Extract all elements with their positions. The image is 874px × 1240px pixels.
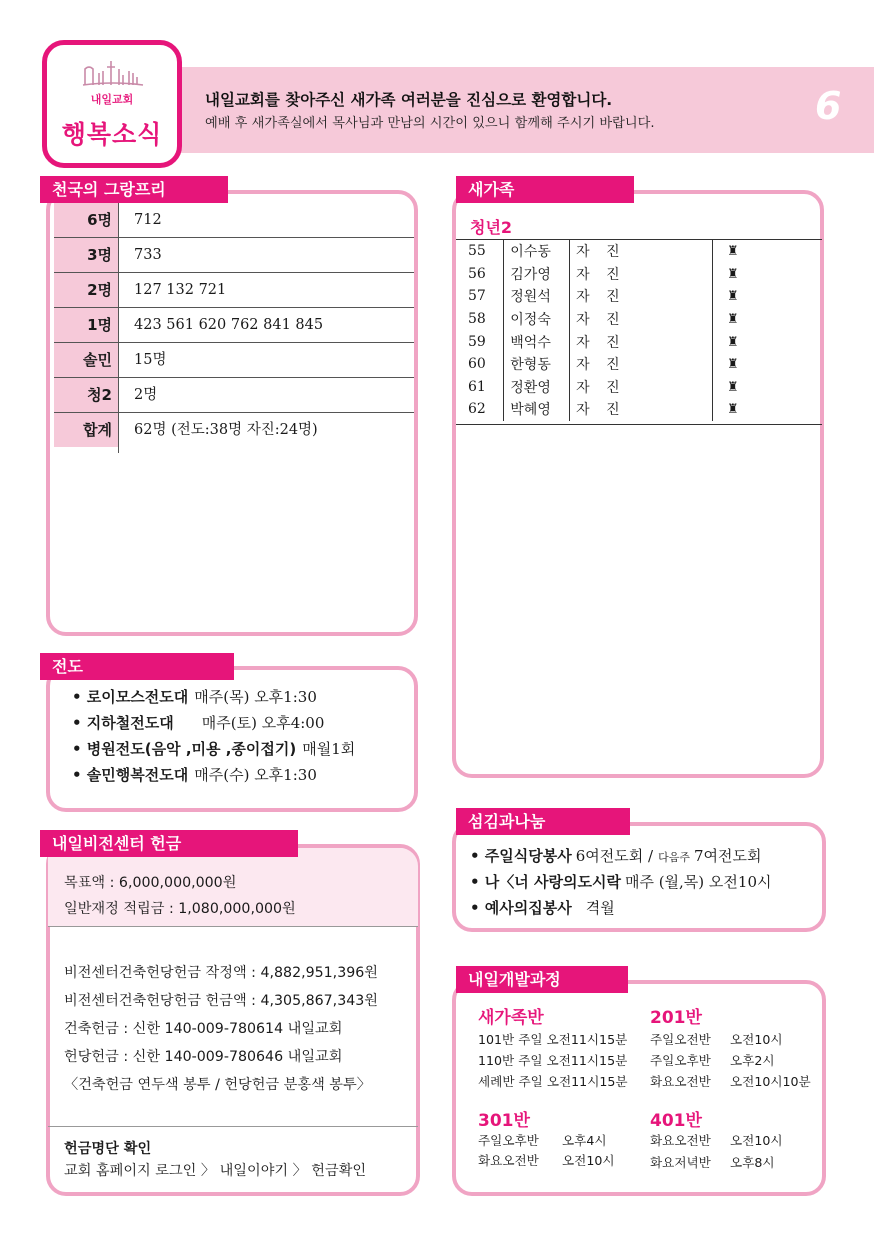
newcomer-mark-cell bbox=[713, 330, 823, 353]
grand-prix-count-label: 1명 bbox=[54, 308, 118, 342]
newcomer-name: 이정숙 bbox=[504, 308, 570, 331]
newcomer-type: 자 진 bbox=[570, 376, 713, 399]
divider bbox=[48, 1126, 418, 1127]
grand-prix-count-label: 청2 bbox=[54, 378, 118, 412]
evangelism-team-name: • 솔민행복전도대 bbox=[72, 766, 189, 784]
serving-detail: 6여전도회 / bbox=[575, 847, 654, 865]
grand-prix-values: 733 bbox=[134, 247, 162, 263]
serving-title: 섬김과나눔 bbox=[456, 808, 630, 835]
rook-icon: ♜ bbox=[727, 402, 739, 418]
newcomer-mark-cell bbox=[713, 263, 823, 286]
rook-icon: ♜ bbox=[727, 379, 739, 395]
page-number: 6 bbox=[815, 84, 842, 128]
newcomer-name: 정원석 bbox=[504, 285, 570, 308]
newcomer-name: 박혜영 bbox=[504, 398, 570, 421]
grand-prix-count-label: 2명 bbox=[54, 273, 118, 307]
newcomer-row bbox=[456, 240, 822, 263]
class-401-head: 401반 bbox=[650, 1111, 702, 1131]
evangelism-item bbox=[72, 686, 317, 707]
newcomer-name: 정환영 bbox=[504, 376, 570, 399]
evangelism-team-name: • 지하철전도대 bbox=[72, 714, 174, 732]
class-301-session: 주일오후반 bbox=[478, 1133, 539, 1148]
evangelism-title: 전도 bbox=[40, 653, 234, 680]
general-reserve: 일반재정 적립금 : 1,080,000,000원 bbox=[64, 901, 296, 917]
newcomer-mark-cell bbox=[713, 240, 823, 263]
grand-prix-row bbox=[54, 238, 414, 273]
vision-center-line: 헌당헌금 : 신한 140-009-780646 내일교회 bbox=[64, 1049, 343, 1065]
newcomer-number: 56 bbox=[468, 265, 486, 282]
newcomer-row bbox=[456, 376, 822, 399]
newcomer-number: 57 bbox=[468, 288, 486, 305]
class-301-time: 오전10시 bbox=[562, 1153, 615, 1168]
vision-center-title: 내일비전센터 헌금 bbox=[40, 830, 298, 857]
class-301-session: 화요오전반 bbox=[478, 1153, 539, 1168]
grand-prix-row bbox=[54, 203, 414, 238]
class-401-session: 화요저녁반 bbox=[650, 1155, 711, 1170]
grand-prix-count-label: 6명 bbox=[54, 203, 118, 237]
evangelism-team-name: • 로이모스전도대 bbox=[72, 688, 189, 706]
grand-prix-values: 423 561 620 762 841 845 bbox=[134, 317, 324, 333]
evangelism-team-name: • 병원전도(음악 ,미용 ,종이접기) bbox=[72, 740, 297, 758]
newfamily-line: 110반 주일 오전11시15분 bbox=[478, 1053, 628, 1068]
header-band bbox=[120, 67, 874, 153]
grand-prix-row bbox=[54, 308, 414, 343]
rook-icon: ♜ bbox=[727, 266, 739, 282]
newcomer-row bbox=[456, 398, 822, 421]
logo-title: 행복소식 bbox=[61, 120, 163, 149]
grand-prix-values: 62명 (전도:38명 자진:24명) bbox=[134, 422, 318, 438]
grand-prix-count-label: 3명 bbox=[54, 238, 118, 272]
rook-icon: ♜ bbox=[727, 244, 739, 260]
newcomer-name: 백억수 bbox=[504, 330, 570, 353]
church-logo bbox=[42, 40, 182, 168]
class-301-time: 오후4시 bbox=[562, 1133, 607, 1148]
newcomer-number: 58 bbox=[468, 311, 486, 328]
evangelism-schedule: 매주(토) 오후4:00 bbox=[201, 714, 325, 732]
evangelism-item bbox=[72, 712, 324, 733]
class-201-time: 오전10시 bbox=[730, 1032, 783, 1047]
class-201-session: 주일오후반 bbox=[650, 1053, 711, 1068]
offering-list-path: 교회 홈페이지 로그인 〉 내일이야기 〉 헌금확인 bbox=[64, 1163, 367, 1179]
grand-prix-row bbox=[54, 343, 414, 378]
newcomer-number: 60 bbox=[468, 356, 486, 373]
vision-center-line: 비전센터건축헌당헌금 헌금액 : 4,305,867,343원 bbox=[64, 993, 378, 1009]
newcomer-type: 자 진 bbox=[570, 353, 713, 376]
grand-prix-title: 천국의 그랑프리 bbox=[40, 176, 228, 203]
newcomer-number: 59 bbox=[468, 333, 486, 350]
grand-prix-values: 712 bbox=[134, 212, 162, 228]
evangelism-schedule: 매주(수) 오후1:30 bbox=[194, 766, 317, 784]
class-401-session: 화요오전반 bbox=[650, 1133, 711, 1148]
serving-note: 다음주 bbox=[658, 851, 690, 864]
grand-prix-row bbox=[54, 378, 414, 413]
evangelism-schedule: 매월1회 bbox=[302, 740, 356, 758]
serving-name: • 나〈너 사랑의도시락 bbox=[470, 873, 621, 891]
grand-prix-row bbox=[54, 413, 414, 447]
logo-church-name: 내일교회 bbox=[90, 93, 134, 106]
newcomers-title: 새가족 bbox=[456, 176, 634, 203]
class-201-time: 오후2시 bbox=[730, 1053, 775, 1068]
grand-prix-count-label: 합계 bbox=[54, 413, 118, 447]
newfamily-line: 101반 주일 오전11시15분 bbox=[478, 1032, 628, 1047]
rook-icon: ♜ bbox=[727, 312, 739, 328]
newcomer-row bbox=[456, 330, 822, 353]
newcomers-table bbox=[456, 240, 822, 421]
rook-icon: ♜ bbox=[727, 334, 739, 350]
newcomer-mark-cell bbox=[713, 353, 823, 376]
grand-prix-values: 127 132 721 bbox=[134, 282, 227, 298]
newcomer-name: 김가영 bbox=[504, 263, 570, 286]
newcomer-type: 자 진 bbox=[570, 308, 713, 331]
class-301-head: 301반 bbox=[478, 1111, 530, 1131]
grand-prix-values: 15명 bbox=[134, 352, 167, 368]
newfamily-line: 세례반 주일 오전11시15분 bbox=[478, 1074, 628, 1089]
newcomer-type: 자 진 bbox=[570, 285, 713, 308]
serving-detail: 격월 bbox=[585, 899, 615, 917]
newcomer-type: 자 진 bbox=[570, 398, 713, 421]
serving-name: • 주일식당봉사 bbox=[470, 847, 572, 865]
class-201-head: 201반 bbox=[650, 1008, 702, 1028]
serving-item bbox=[470, 897, 615, 918]
newcomer-mark-cell bbox=[713, 376, 823, 399]
grand-prix-values: 2명 bbox=[134, 387, 158, 403]
rook-icon: ♜ bbox=[727, 289, 739, 305]
newcomer-number: 61 bbox=[468, 378, 486, 395]
newcomer-row bbox=[456, 263, 822, 286]
newcomer-type: 자 진 bbox=[570, 263, 713, 286]
evangelism-schedule: 매주(목) 오후1:30 bbox=[194, 688, 317, 706]
divider bbox=[48, 926, 418, 927]
newcomer-mark-cell bbox=[713, 308, 823, 331]
newcomer-mark-cell bbox=[713, 398, 823, 421]
serving-item bbox=[470, 845, 762, 866]
rook-icon: ♜ bbox=[727, 357, 739, 373]
serving-item bbox=[470, 871, 771, 892]
development-title: 내일개발과정 bbox=[456, 966, 628, 993]
newcomer-name: 한형동 bbox=[504, 353, 570, 376]
serving-detail: 7여전도회 bbox=[693, 847, 762, 865]
vision-center-line: 비전센터건축헌당헌금 작정액 : 4,882,951,396원 bbox=[64, 965, 378, 981]
newfamily-class-head: 새가족반 bbox=[478, 1008, 544, 1028]
grand-prix-row bbox=[54, 273, 414, 308]
class-201-session: 화요오전반 bbox=[650, 1074, 711, 1089]
welcome-subtext: 예배 후 새가족실에서 목사님과 만남의 시간이 있으니 함께해 주시기 바랍니다. bbox=[205, 116, 655, 131]
newcomer-row bbox=[456, 308, 822, 331]
newcomer-row bbox=[456, 285, 822, 308]
offering-list-title: 헌금명단 확인 bbox=[64, 1141, 152, 1157]
newcomer-row bbox=[456, 353, 822, 376]
vision-center-line: 건축헌금 : 신한 140-009-780614 내일교회 bbox=[64, 1021, 343, 1037]
newcomer-number: 55 bbox=[468, 243, 486, 260]
newcomer-type: 자 진 bbox=[570, 330, 713, 353]
newcomer-name: 이수동 bbox=[504, 240, 570, 263]
newcomer-type: 자 진 bbox=[570, 240, 713, 263]
welcome-message: 내일교회를 찾아주신 새가족 여러분을 진심으로 환영합니다. bbox=[205, 91, 613, 109]
vision-center-line: 〈건축헌금 연두색 봉투 / 헌당헌금 분홍색 봉투〉 bbox=[64, 1077, 371, 1093]
grand-prix-count-label: 솔민 bbox=[54, 343, 118, 377]
target-amount: 목표액 : 6,000,000,000원 bbox=[64, 875, 237, 891]
newcomer-number: 62 bbox=[468, 401, 486, 418]
class-401-time: 오후8시 bbox=[730, 1155, 775, 1170]
table-bottom-rule bbox=[456, 424, 822, 425]
serving-detail: 매주 (월,목) 오전10시 bbox=[624, 873, 772, 891]
newcomers-group: 청년2 bbox=[470, 218, 513, 237]
church-skyline-icon bbox=[81, 57, 145, 87]
class-201-time: 오전10시10분 bbox=[730, 1074, 811, 1089]
newcomer-mark-cell bbox=[713, 285, 823, 308]
evangelism-item bbox=[72, 738, 355, 759]
serving-name: • 예사의집봉사 bbox=[470, 899, 572, 917]
evangelism-item bbox=[72, 764, 317, 785]
class-201-session: 주일오전반 bbox=[650, 1032, 711, 1047]
class-401-time: 오전10시 bbox=[730, 1133, 783, 1148]
